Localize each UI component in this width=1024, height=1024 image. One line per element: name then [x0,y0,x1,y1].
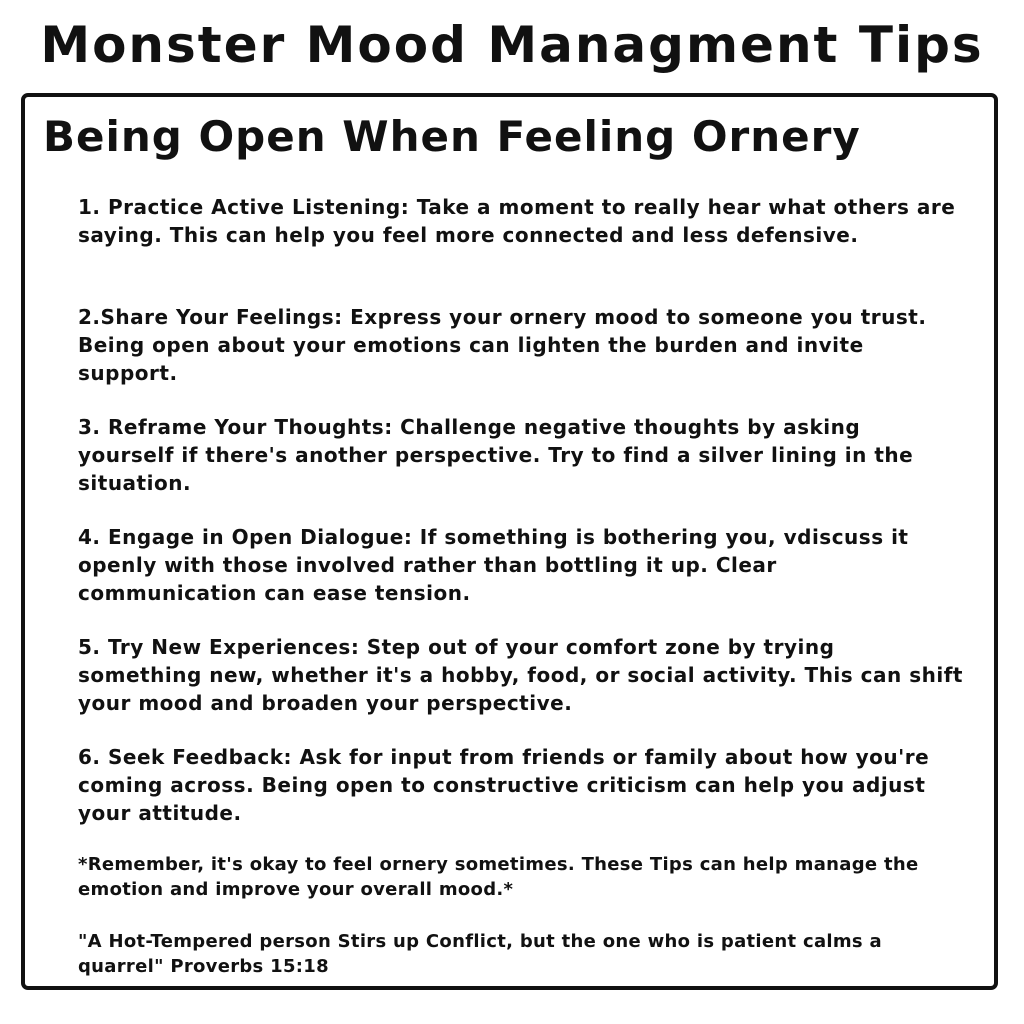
section-heading: Being Open When Feeling Ornery [43,112,861,161]
bible-verse: "A Hot-Tempered person Stirs up Conflict, but the one who is patient calms a quarrel" Proverbs 15:18 [78,931,882,977]
tips-card [21,93,998,990]
tip-item: 6. Seek Feedback: Ask for input from friends or family about how you're coming across. Being open to constructive criticism can help you adjust your attitude. [78,745,930,825]
tip-item: 1. Practice Active Listening: Take a moment to really hear what others are saying. This can help you feel more connected and less defensive. [78,195,956,247]
page-title: Monster Mood Managment Tips [40,16,984,74]
tips-list [78,193,963,853]
reminder-note: *Remember, it's okay to feel ornery sometimes. These Tips can help manage the emotion and improve your overall mood.* [78,854,919,900]
tip-item: 4. Engage in Open Dialogue: If something is bothering you, vdiscuss it openly with those involved rather than bottling it up. Clear communication can ease tension. [78,525,909,605]
tip-item: 5. Try New Experiences: Step out of your comfort zone by trying something new, whether it's a hobby, food, or social activity. This can shift your mood and broaden your perspective. [78,635,963,715]
tip-item: 3. Reframe Your Thoughts: Challenge negative thoughts by asking yourself if there's another perspective. Try to find a silver lining in the situation. [78,415,914,495]
tip-item: 2.Share Your Feelings: Express your ornery mood to someone you trust. Being open about your emotions can lighten the burden and invite support. [78,305,927,385]
